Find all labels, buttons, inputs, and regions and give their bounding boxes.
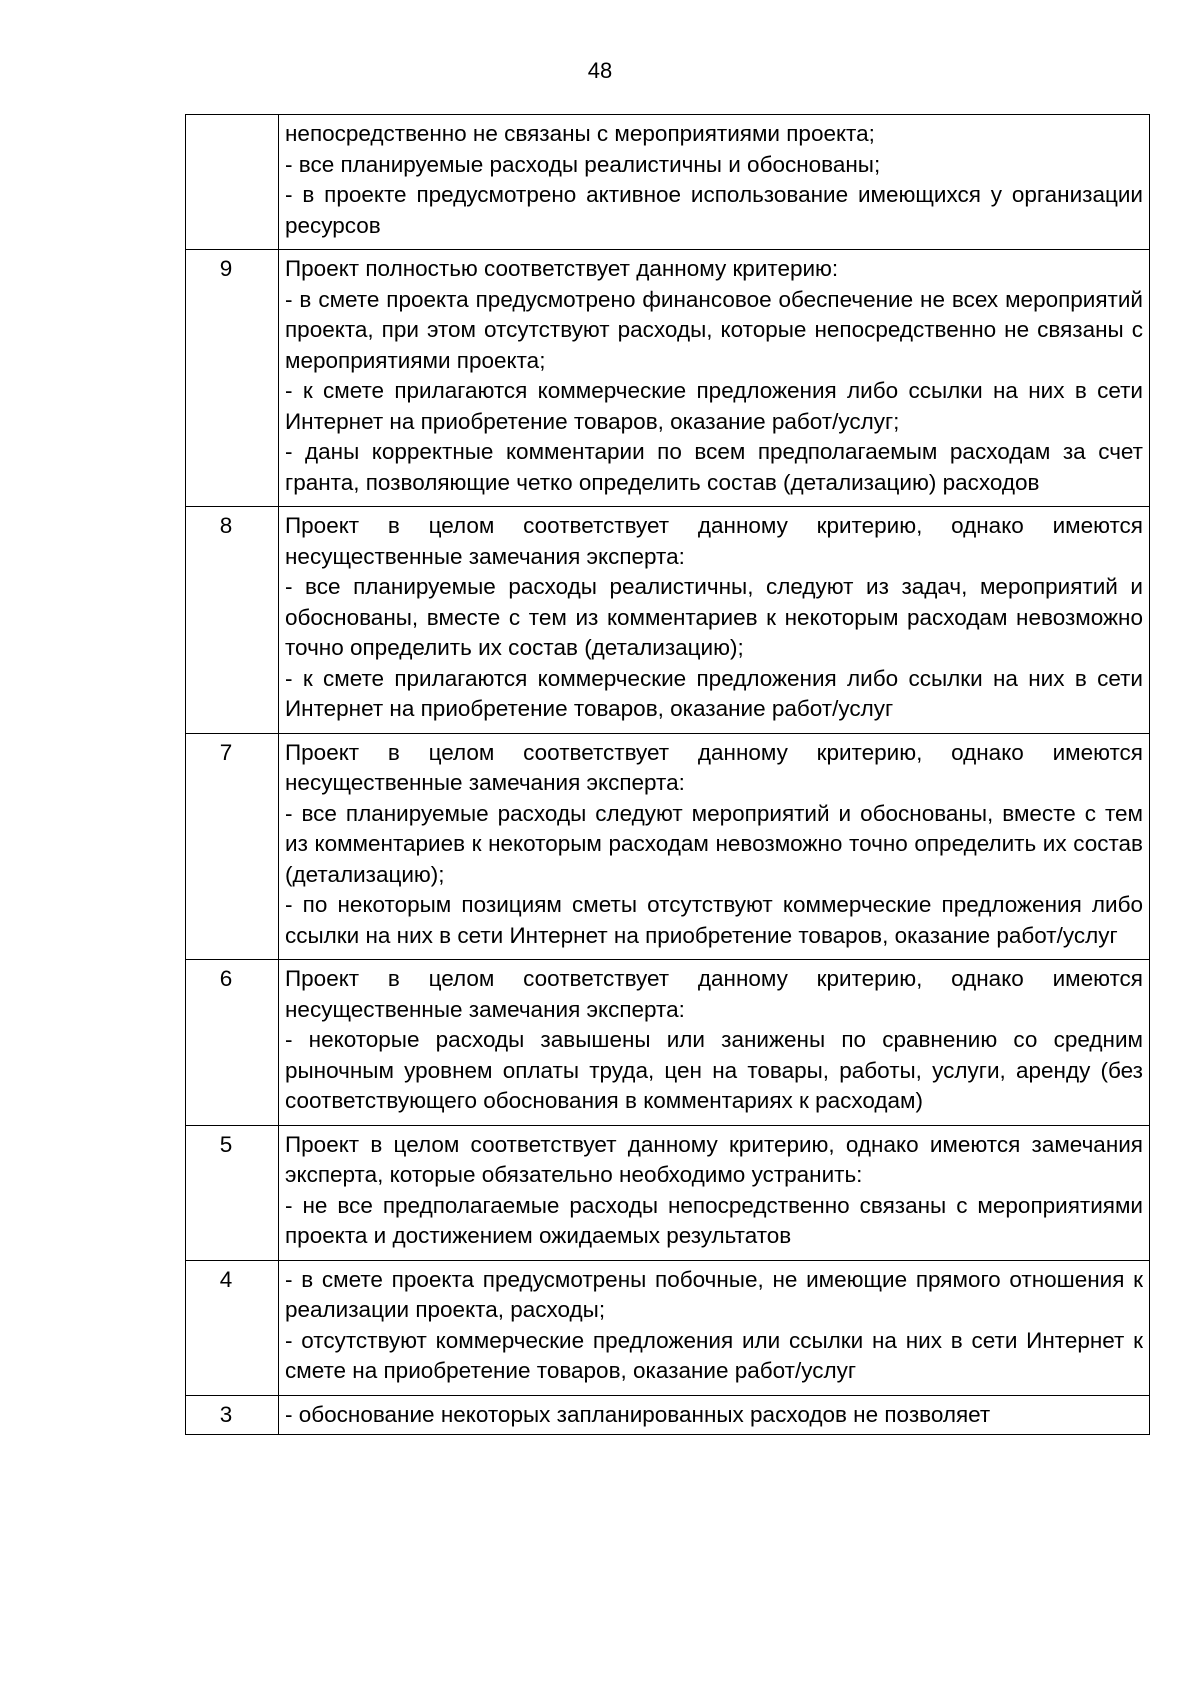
- description-line: - по некоторым позициям сметы отсутствуют коммерческие предложения либо ссылки на них в сети Интернет на приобретение товаров, оказание работ/услуг: [285, 892, 1143, 948]
- score-cell: 5: [186, 1125, 279, 1260]
- description-line: - в смете проекта предусмотрены побочные, не имеющие прямого отношения к реализации проекта, расходы;: [285, 1266, 1143, 1322]
- description-line: - в смете проекта предусмотрено финансовое обеспечение не всех мероприятий проекта, при этом отсутствуют расходы, которые непосредственно не связаны с мероприятиями проекта;: [285, 286, 1143, 373]
- description-line: - к смете прилагаются коммерческие предложения либо ссылки на них в сети Интернет на приобретение товаров, оказание работ/услуг;: [285, 378, 1143, 434]
- page-number: 48: [587, 58, 613, 83]
- description-line: - некоторые расходы завышены или занижены по сравнению со средним рыночным уровнем оплаты труда, цен на товары, работы, услуги, аренду (без соответствующего обоснования в комментариях к расходам): [285, 1027, 1143, 1113]
- description-line: - не все предполагаемые расходы непосредственно связаны с мероприятиями проекта и достижением ожидаемых результатов: [285, 1192, 1143, 1248]
- description-line: непосредственно не связаны с мероприятиями проекта;: [285, 121, 875, 146]
- description-cell: [279, 250, 1150, 507]
- description-cell: [279, 1395, 1150, 1435]
- description-line: - обоснование некоторых запланированных расходов не позволяет: [285, 1401, 991, 1427]
- score-cell: [186, 115, 279, 250]
- description-line: - отсутствуют коммерческие предложения или ссылки на них в сети Интернет к смете на приобретение товаров, оказание работ/услуг: [285, 1327, 1143, 1383]
- score-cell: 7: [186, 733, 279, 960]
- description-cell: [279, 733, 1150, 960]
- description-line: - все планируемые расходы реалистичны и обоснованы;: [285, 151, 881, 177]
- table-row: [186, 250, 1150, 507]
- description-cell: [279, 960, 1150, 1126]
- table-row: [186, 507, 1150, 734]
- score-cell: 9: [186, 250, 279, 507]
- description-line: Проект в целом соответствует данному критерию, однако имеются несущественные замечания эксперта:: [285, 513, 1143, 569]
- description-line: Проект в целом соответствует данному критерию, однако имеются несущественные замечания эксперта:: [285, 966, 1143, 1022]
- description-line: - даны корректные комментарии по всем предполагаемым расходам за счет гранта, позволяющие четко определить состав (детализацию) расходов: [285, 439, 1143, 495]
- score-cell: 6: [186, 960, 279, 1126]
- table-row: [186, 1260, 1150, 1395]
- description-cell: [279, 1260, 1150, 1395]
- description-line: Проект полностью соответствует данному критерию:: [285, 256, 839, 281]
- description-line: Проект в целом соответствует данному критерию, однако имеются несущественные замечания эксперта:: [285, 739, 1143, 795]
- table-row: [186, 1125, 1150, 1260]
- table-row: [186, 115, 1150, 250]
- description-line: - к смете прилагаются коммерческие предложения либо ссылки на них в сети Интернет на приобретение товаров, оказание работ/услуг: [285, 665, 1143, 721]
- description-cell: [279, 115, 1150, 250]
- table-row: [186, 960, 1150, 1126]
- score-cell: 3: [186, 1395, 279, 1435]
- table-row: [186, 733, 1150, 960]
- description-line: - в проекте предусмотрено активное использование имеющихся у организации ресурсов: [285, 182, 1143, 238]
- score-cell: 8: [186, 507, 279, 734]
- table-row: [186, 1395, 1150, 1435]
- description-cell: [279, 507, 1150, 734]
- score-cell: 4: [186, 1260, 279, 1395]
- criteria-table: [185, 114, 1150, 1435]
- description-line: - все планируемые расходы реалистичны, следуют из задач, мероприятий и обоснованы, вместе с тем из комментариев к некоторым расходам невозможно точно определить их состав (детализацию);: [285, 574, 1143, 660]
- description-line: - все планируемые расходы следуют мероприятий и обоснованы, вместе с тем из комментариев к некоторым расходам невозможно точно определить их состав (детализацию);: [285, 800, 1143, 887]
- description-cell: [279, 1125, 1150, 1260]
- description-line: Проект в целом соответствует данному критерию, однако имеются замечания эксперта, которые обязательно необходимо устранить:: [285, 1131, 1143, 1187]
